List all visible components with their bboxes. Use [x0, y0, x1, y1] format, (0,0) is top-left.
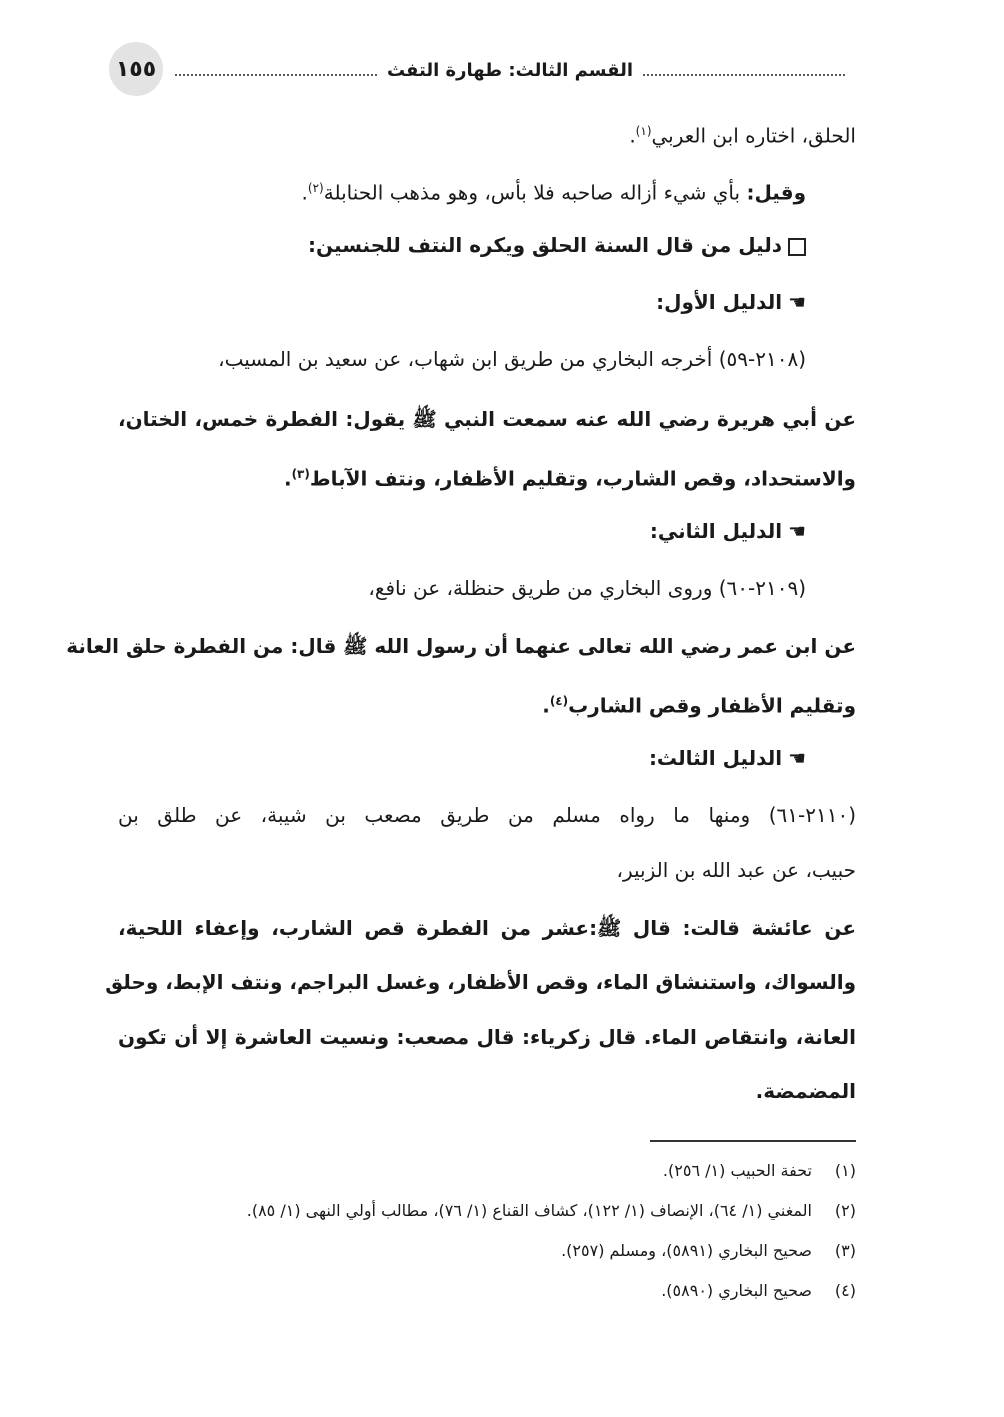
hadith-text: وتقليم الأظفار وقص الشارب$^{(٤)}$.: [542, 693, 856, 718]
pointing-arrow-icon: ☚: [788, 746, 806, 770]
hadith-text: والسواك، واستنشاق الماء، وقص الأظفار، وغسل البراجم، ونتف الإبط، وحلق: [105, 970, 856, 994]
hadith-text: المضمضة.: [755, 1079, 856, 1103]
hadith-chain: حبيب، عن عبد الله بن الزبير،: [616, 858, 856, 882]
text-line: الحلق، اختاره ابن العربي$^{(١)}$.: [629, 123, 856, 148]
footnote-ref[interactable]: (١): [635, 124, 652, 138]
hadith-text: عن ابن عمر رضي الله تعالى عنهما أن رسول الله ﷺ قال: من الفطرة حلق العانة: [66, 634, 856, 658]
footnote-item: (١)تحفة الحبيب (١/ ٢٥٦).: [662, 1161, 856, 1180]
hadith-text: عن أبي هريرة رضي الله عنه سمعت النبي ﷺ يقول: الفطرة خمس، الختان،: [118, 407, 856, 431]
text-line: وقيل: بأي شيء أزاله صاحبه فلا بأس، وهو مذهب الحنابلة$^{(٢)}$.: [301, 180, 806, 205]
page-number: ١٥٥: [115, 56, 157, 82]
evidence-heading-2: ☚الدليل الثاني:: [118, 515, 856, 547]
footnote-item: (٣)صحيح البخاري (٥٨٩١)، ومسلم (٢٥٧).: [561, 1241, 856, 1260]
hadith-text: عن عائشة قالت: قال ﷺ:عشر من الفطرة قص الشارب، وإعفاء اللحية،: [118, 916, 856, 940]
hadith-text: والاستحداد، وقص الشارب، وتقليم الأظفار، ونتف الآباط$^{(٣)}$.: [283, 466, 856, 491]
footnote-item: (٤)صحيح البخاري (٥٨٩٠).: [661, 1281, 856, 1300]
chapter-title: القسم الثالث: طهارة التفث: [386, 59, 634, 81]
hadith-chain: (٢١١٠-٦١) ومنها ما رواه مسلم من طريق مصعب بن شيبة، عن طلق بن: [118, 803, 856, 827]
hadith-text: العانة، وانتقاص الماء. قال زكرياء: قال مصعب: ونسيت العاشرة إلا أن تكون: [118, 1025, 856, 1049]
hadith-chain: (٢١٠٨-٥٩) أخرجه البخاري من طريق ابن شهاب، عن سعيد بن المسيب،: [218, 347, 806, 371]
footnote-ref[interactable]: (٣): [291, 467, 310, 481]
hadith-chain: (٢١٠٩-٦٠) وروى البخاري من طريق حنظلة، عن نافع،: [368, 576, 806, 600]
footnote-ref[interactable]: (٤): [549, 694, 569, 708]
evidence-heading-3: ☚الدليل الثالث:: [118, 742, 856, 774]
footnote-ref[interactable]: (٢): [307, 181, 324, 195]
footnote-item: (٢)المغني (١/ ٦٤)، الإنصاف (١/ ١٢٢)، كشاف القناع (١/ ٧٦)، مطالب أولي النهى (١/ ٨٥).: [246, 1201, 856, 1220]
pointing-arrow-icon: ☚: [788, 290, 806, 314]
section-heading: دليل من قال السنة الحلق ويكره النتف للجنسين:: [118, 229, 856, 261]
footnotes: [66, 0, 856, 1417]
evidence-heading-1: ☚الدليل الأول:: [118, 286, 856, 318]
pointing-arrow-icon: ☚: [788, 519, 806, 543]
